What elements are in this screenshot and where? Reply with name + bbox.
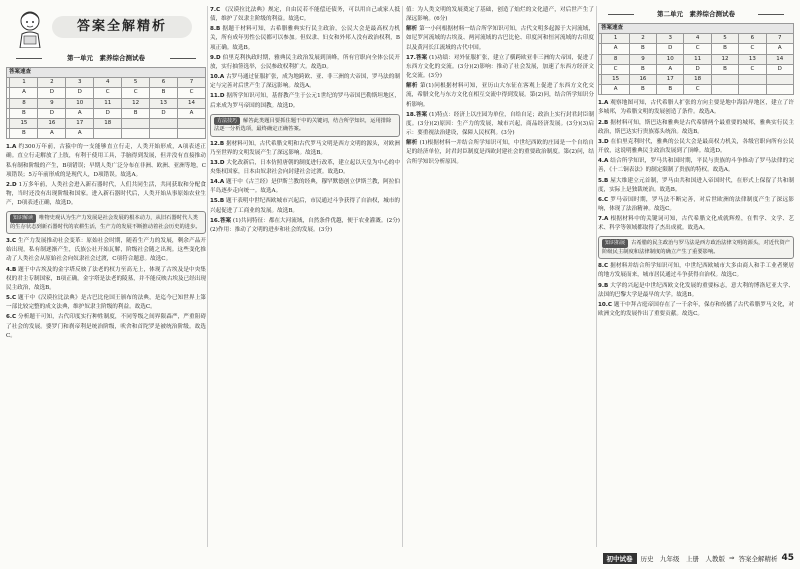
answer-paragraph: [406, 54, 594, 81]
answer-text: 据所学知识可知，基督教产生于公元1世纪的罗马帝国巴勒斯坦地区，后来成为罗马帝国的国教。故选D。: [210, 93, 400, 109]
answer-letter: A: [66, 108, 94, 118]
question-number: 4: [94, 78, 122, 88]
answer-paragraph: [210, 217, 400, 235]
question-number: 12: [711, 54, 738, 64]
page-header: [6, 6, 206, 50]
answer-text: 题干表明中世纪西欧城市兴起后，市民通过斗争获得了自治权，城市的兴起促进了工商业的发展。故选B。: [210, 198, 400, 214]
question-label: 10.A: [210, 74, 225, 81]
answer-text: 据材料可知，斯巴达和雅典是古代希腊两个最重要的城邦，雅典实行民主政治，斯巴达实行贵族寡头统治。故选B。: [598, 119, 794, 135]
answer-paragraph: [598, 119, 794, 137]
answer-paragraph: [6, 266, 206, 293]
question-label: 4.B: [6, 266, 17, 273]
answer-paragraph: [210, 25, 400, 52]
question-number: 13: [739, 54, 766, 64]
answer-letter: [150, 129, 178, 139]
question-number: 18: [94, 118, 122, 128]
answer-paragraph: [598, 157, 794, 175]
tip-box: [598, 236, 794, 259]
question-label: 3.D: [598, 138, 609, 145]
answer-paragraph: [598, 301, 794, 319]
answer-letter: [766, 85, 793, 95]
question-number: 5: [122, 78, 150, 88]
question-number: 2: [38, 78, 66, 88]
question-number: 16: [38, 118, 66, 128]
answer-paragraph: [406, 82, 594, 109]
answer-letter: D: [684, 64, 711, 74]
page-footer: [603, 552, 794, 564]
answer-paragraph: [406, 139, 594, 166]
answer-text: 据材料可知，古代希腊文明和古代罗马文明是西方文明的源头，对欧洲乃至世界的文明发展产生了深远影响。故选B。: [210, 140, 400, 156]
question-number: 16: [629, 74, 656, 84]
answer-letter: C: [684, 85, 711, 95]
answer-paragraph: [210, 92, 400, 110]
question-number: [150, 118, 178, 128]
answer-text: 伯里克利执政时期，雅典民主政治发展到顶峰，所有官职向全体公民开放，实行抽签选举，公民参政权利扩大。故选D。: [210, 54, 400, 70]
answer-paragraph: [6, 143, 206, 180]
student-mascot-icon: [12, 8, 48, 48]
answer-text: 观察地图可知，古代希腊人扩张的方向主要是地中海沿岸地区，建立了许多城邦，为希腊文明的发展创造了条件。故选A。: [598, 100, 794, 116]
answer-paragraph: [6, 181, 206, 208]
answer-paragraph: [598, 282, 794, 300]
question-label: 解析: [406, 140, 418, 147]
question-number: 9: [629, 54, 656, 64]
answer-letter: A: [10, 88, 38, 98]
question-number: 8: [602, 54, 629, 64]
question-number: [122, 118, 150, 128]
question-label: 13.D: [210, 159, 225, 166]
column-3: [406, 6, 594, 547]
answer-letter: C: [739, 64, 766, 74]
question-label: 7.A: [598, 216, 609, 223]
question-number: 13: [150, 98, 178, 108]
answer-text: 题干中《古兰经》是伊斯兰教的经典，穆罕默德创立伊斯兰教，阿拉伯半岛逐步走向统一。故选A。: [210, 179, 400, 195]
question-label: 14.A: [210, 179, 225, 186]
unit1-title: 第一单元 素养综合测试卷: [6, 54, 206, 63]
question-label: 8.C: [598, 263, 609, 270]
question-number: [766, 74, 793, 84]
question-label: 5.B: [598, 177, 609, 184]
answer-letter: B: [629, 85, 656, 95]
answer-text: 大学的兴起是中世纪西欧文化发展的重要标志，意大利的博洛尼亚大学、法国的巴黎大学是最早的大学。故选B。: [598, 282, 794, 298]
answer-letter: B: [150, 88, 178, 98]
answer-text: (1)根据材料一并结合所学知识可知，中世纪西欧的庄园是一个自给自足的经济单位，封君封臣制度是西欧封建社会的重要政治制度。第(2)问，结合所学知识分析原因。: [406, 140, 594, 165]
question-number: 11: [94, 98, 122, 108]
answer-paragraph: [598, 177, 794, 195]
question-number: 3: [657, 34, 684, 44]
answer-letter: A: [657, 64, 684, 74]
question-number: 14: [766, 54, 793, 64]
question-number: 9: [38, 98, 66, 108]
question-label: 3.C: [6, 238, 17, 245]
column-1: [6, 6, 206, 547]
question-number: 6: [150, 78, 178, 88]
answer-text: (1)共同特征：都在大河流域，自然条件优越，便于农业灌溉。(2分)(2)作用：推动了文明的进步和社会的发展。(3分): [210, 217, 400, 233]
answer-text: 题干中拜占庭帝国存在了一千余年，保存和传播了古代希腊罗马文化，对欧洲文化的发展作出了重要贡献。故选C。: [598, 301, 794, 318]
column-2: [210, 6, 400, 547]
tip-label: 知识拓展: [602, 239, 628, 247]
answer-letter: D: [66, 88, 94, 98]
question-number: 4: [684, 34, 711, 44]
answers-label: 答案速查: [599, 24, 794, 34]
answer-paragraph: [598, 99, 794, 117]
column-4: [598, 6, 794, 547]
question-number: 11: [684, 54, 711, 64]
answers-label: 答案速查: [7, 68, 206, 78]
tip-text: 解答此类题目要抓住题干中的关键词，结合所学知识，运用排除法逐一分析选项，最终确定正确答案。: [214, 117, 392, 133]
answer-paragraph: [6, 294, 206, 312]
question-number: 17: [657, 74, 684, 84]
question-number: 10: [66, 98, 94, 108]
question-label: 6.C: [6, 314, 17, 321]
answer-paragraph: [210, 54, 400, 72]
answer-letter: D: [94, 108, 122, 118]
answer-letter: A: [766, 44, 793, 54]
answer-text: 结合所学知识，罗马共和国时期，平民与贵族的斗争推动了罗马法律的完善，《十二铜表法》的制定限制了贵族的特权。故选A。: [598, 158, 794, 174]
unit2-title: 第二单元 素养综合测试卷: [598, 10, 794, 19]
answer-text: 题干中古埃及的金字塔反映了法老的权力至高无上，体现了古埃及是中央集权的君主专制国家，B项正确。金字塔是法老的陵墓，并不能反映古埃及已经出现民主政治，故选B。: [6, 266, 206, 291]
unit2-answer-table: [598, 23, 794, 95]
question-label: 15.B: [210, 198, 225, 205]
answer-letter: A: [66, 129, 94, 139]
footer-section: 答案全解精析: [738, 554, 778, 563]
answer-letter: B: [629, 44, 656, 54]
answer-paragraph: [210, 178, 400, 196]
answer-letter: C: [684, 44, 711, 54]
answer-letter: A: [38, 129, 66, 139]
question-number: 2: [629, 34, 656, 44]
column-divider: [207, 6, 208, 547]
answer-text: 第一小问根据材料一结合所学知识可知，古代文明多起源于大河流域，如尼罗河流域的古埃及、两河流域的古巴比伦、印度河和恒河流域的古印度以及黄河长江流域的古代中国。: [406, 26, 594, 51]
question-number: 17: [66, 118, 94, 128]
answer-text: 生产力发展推动社会变革：原始社会时期，随着生产力的发展，剩余产品开始出现，私有制逐渐产生，氏族公社开始瓦解，阶级社会随之出现。这些变化推动了人类社会从原始社会向奴隶社会过渡，C项符合题意。故选C。: [6, 238, 206, 263]
question-number: 10: [657, 54, 684, 64]
answer-letter: B: [10, 108, 38, 118]
question-label: 6.C: [598, 196, 609, 203]
answer-letter: B: [10, 129, 38, 139]
answer-text: 古罗马通过征服扩张，成为地跨欧、亚、非三洲的大帝国，罗马法的制定与完善对后世产生了深远影响。故选A。: [210, 74, 400, 90]
question-number: [178, 118, 206, 128]
answer-letter: B: [657, 85, 684, 95]
answer-letter: A: [602, 44, 629, 54]
answer-text: 约300万年前，古猿中的一支能够直立行走，人类开始形成，A项表述正确。直立行走解放了上肢，有利于使用工具，手脑得到发展，但并没有直接推动私有制和阶级的产生，B项错误；早期人类广泛分布在非洲、欧洲、亚洲等地，C项错误；5万年前形成的是现代人，D项错误。故选A。: [6, 144, 206, 178]
answer-letter: D: [38, 88, 66, 98]
answer-text: 大化改新后，日本仿照唐朝的制度进行改革，建立起以天皇为中心的中央集权国家，日本由奴隶社会向封建社会过渡。故选D。: [210, 159, 400, 175]
column-divider: [596, 6, 597, 547]
question-label: 1.A: [6, 144, 17, 151]
unit1-answer-table: [6, 67, 206, 139]
answer-letter: C: [602, 64, 629, 74]
answer-text: 值：为人类文明的发展奠定了基础，创造了灿烂的文化遗产，对后世产生了深远影响。(6分): [406, 7, 594, 23]
answer-paragraph: [210, 159, 400, 177]
answer-letter: B: [122, 108, 150, 118]
answer-text: 第(1)问根据材料可知，亚历山大东征在客观上促进了东西方文化交流，希腊文化与东方文化在相互交流中得到发展。第(2)问，结合所学知识分析影响。: [406, 83, 594, 108]
answer-text: (1)功绩：对外征服扩张，建立了横跨欧亚非三洲的大帝国，促进了东西方文化的交流。(3分)(2)影响：推动了社会发展，加速了东西方经济文化交流。(3分): [406, 54, 594, 80]
answer-text: 屋大维建立元首制，罗马由共和国进入帝国时代，在形式上保留了共和制度，实际上是独裁统治。故选B。: [598, 177, 794, 193]
answer-letter: D: [38, 108, 66, 118]
question-label: 5.C: [6, 295, 17, 302]
answer-paragraph: [210, 197, 400, 215]
question-label: 17.答案: [406, 54, 428, 61]
answer-paragraph: [598, 262, 794, 280]
question-number: 12: [122, 98, 150, 108]
question-number: 15: [10, 118, 38, 128]
answer-letter: C: [739, 44, 766, 54]
question-label: 18.答案: [406, 111, 428, 118]
answer-letter: C: [94, 88, 122, 98]
footer-subject: 历史 九年级 上册 人教版: [640, 554, 726, 563]
question-label: 解析: [406, 26, 418, 33]
answer-text: 题干中《汉谟拉比法典》是古巴比伦国王颁布的法典，是迄今已知世界上第一部比较完整的成文法典，维护奴隶主阶级的利益。故选C。: [6, 295, 206, 311]
answer-letter: B: [629, 64, 656, 74]
answer-paragraph: [598, 196, 794, 214]
answer-letter: D: [766, 64, 793, 74]
answer-paragraph: [210, 73, 400, 91]
question-label: 12.B: [210, 140, 225, 147]
tip-label: 知识解读: [10, 214, 36, 222]
page-title: 答案全解精析: [52, 16, 192, 38]
column-divider: [402, 6, 403, 547]
question-number: 18: [684, 74, 711, 84]
answer-paragraph: [210, 6, 400, 24]
answer-paragraph: [598, 138, 794, 156]
answer-text: 分析题干可知，古代印度实行种姓制度，不同等级之间界限森严，严重阻碍了社会的发展。婆罗门和刹帝利是统治阶级，吠舍和首陀罗是被统治阶级。故选C。: [6, 314, 206, 339]
question-label: 8.B: [210, 26, 221, 33]
answer-paragraph: [6, 237, 206, 264]
question-number: 14: [178, 98, 206, 108]
answer-letter: A: [602, 85, 629, 95]
answer-letter: D: [657, 44, 684, 54]
tip-text: 古希腊的民主政治与罗马法是西方政治法律文明的源头，对近代资产阶级民主制度和法律制度的确立产生了重要影响。: [602, 240, 790, 255]
answer-text: 《汉谟拉比法典》规定，自由民若不能偿还债务，可以用自己或家人抵债，维护了奴隶主阶级的利益。故选C。: [210, 7, 400, 23]
question-number: 7: [766, 34, 793, 44]
answer-letter: B: [711, 64, 738, 74]
question-number: 1: [10, 78, 38, 88]
question-number: 5: [711, 34, 738, 44]
question-label: 11.D: [210, 93, 225, 100]
answer-paragraph: [406, 111, 594, 138]
answer-letter: B: [711, 44, 738, 54]
question-label: 4.A: [598, 158, 609, 165]
answer-letter: [94, 129, 122, 139]
question-label: 2.B: [598, 119, 609, 126]
question-label: 16.答案: [210, 217, 232, 224]
question-number: 6: [739, 34, 766, 44]
brand-badge: 初中试卷: [603, 553, 637, 564]
question-label: 7.C: [210, 7, 221, 13]
answer-paragraph: [406, 25, 594, 52]
answer-paragraph: [210, 140, 400, 158]
answer-paragraph: [406, 6, 594, 24]
question-number: 7: [178, 78, 206, 88]
tip-box: [6, 211, 206, 234]
page-number: 45: [781, 553, 794, 563]
answer-text: (1)特点：经济上以庄园为单位，自给自足；政治上实行封君封臣制度。(3分)(2)原因：生产力的发展，城市兴起，商品经济发展。(3分)(3)启示：要重视法治建设，保障人民权利。(3分): [406, 111, 594, 137]
question-number: 15: [602, 74, 629, 84]
question-number: 1: [602, 34, 629, 44]
answer-paragraph: [6, 313, 206, 340]
tip-text: 唯物史观认为生产力发展是社会发展的根本动力，从旧石器时代人类的生存状态到新石器时代的农耕生活，生产力的发展不断推动着社会历史的进步。: [10, 215, 201, 230]
answer-letter: D: [150, 108, 178, 118]
tip-label: 方法技巧: [214, 117, 240, 125]
tip-box: [210, 114, 400, 137]
answer-letter: [739, 85, 766, 95]
answer-letter: [122, 129, 150, 139]
answer-letter: C: [178, 88, 206, 98]
question-label: 9.B: [598, 282, 609, 289]
question-number: [711, 74, 738, 84]
answer-paragraph: [598, 215, 794, 233]
question-number: 3: [66, 78, 94, 88]
question-label: 9.D: [210, 54, 221, 61]
answer-text: 在伯里克利时代，雅典的公民大会是最高权力机关，各级官职向所有公民开放，这说明雅典民主政治发展到了顶峰。故选D。: [598, 138, 794, 155]
question-label: 2.D: [6, 181, 17, 188]
answer-text: 据材料并结合所学知识可知，中世纪西欧城市大多由商人和手工业者聚居的地方发展而来，城市居民通过斗争获得自治权。故选C。: [598, 263, 794, 279]
question-number: 8: [10, 98, 38, 108]
answer-letter: A: [178, 108, 206, 118]
question-label: 10.C: [598, 301, 613, 308]
answer-letter: [178, 129, 206, 139]
answer-text: 根据材料中的关键词可知，古代希腊文化成就辉煌，在哲学、文学、艺术、科学等领域都取得了杰出成就。故选A。: [598, 216, 794, 232]
answer-text: 1万多年前，人类社会进入新石器时代，人们共同生活，共同获取和分配食物，当时还没有出现阶级和国家。进入新石器时代后，人类开始从事原始农业生产，D项表述正确，故选D。: [6, 181, 206, 207]
question-label: 解析: [406, 83, 418, 90]
question-number: [739, 74, 766, 84]
answer-text: 罗马帝国时期，罗马法不断完善，对后世欧洲的法律制度产生了深远影响，体现了法治精神。故选C。: [598, 196, 794, 212]
arrow-icon: ⇒: [729, 554, 735, 562]
question-label: 1.A: [598, 100, 609, 107]
answer-text: 据题干材料可知，古希腊雅典实行民主政治，公民大会是最高权力机关，所有成年男性公民都可以参加。但奴隶、妇女和外邦人没有政治权利，B项正确。故选B。: [210, 26, 400, 51]
answer-letter: C: [122, 88, 150, 98]
answer-letter: [711, 85, 738, 95]
